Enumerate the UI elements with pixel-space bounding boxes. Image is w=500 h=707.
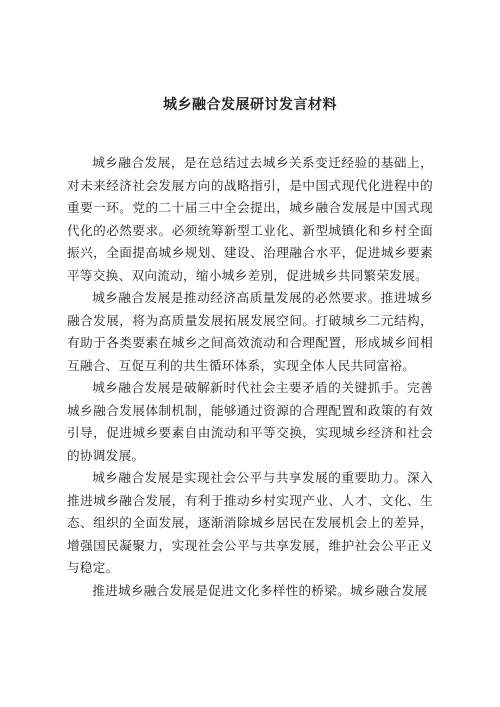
paragraph-5: 推进城乡融合发展是促进文化多样性的桥梁。城乡融合发展 [92,582,428,598]
document-title: 城乡融合发展研讨发言材料 [163,97,337,113]
paragraph-2: 城乡融合发展是推动经济高质量发展的必然要求。推进城乡融合发展，将为高质量发展拓展发展空间。打破城乡二元结构，有助于各类要素在城乡之间高效流动和合理配置，形成城乡间相互融合、互促互利的共生循环体系，实现全体人民共同富裕。 [67,290,433,373]
paragraph-1: 城乡融合发展，是在总结过去城乡关系变迁经验的基础上，对未来经济社会发展方向的战略指引，是中国式现代化进程中的重要一环。党的二十届三中全会提出，城乡融合发展是中国式现代化的必然要求。必须统筹新型工业化、新型城镇化和乡村全面振兴，全面提高城乡规划、建设、治理融合水平，促进城乡要素平等交换、双向流动，缩小城乡差别，促进城乡共同繁荣发展。 [67,155,433,283]
paragraph-4: 城乡融合发展是实现社会公平与共享发展的重要助力。深入推进城乡融合发展，有利于推动乡村实现产业、人才、文化、生态、组织的全面发展，逐渐消除城乡居民在发展机会上的差异，增强国民凝聚力，实现社会公平与共享发展，维护社会公平正义与稳定。 [67,470,433,575]
paragraph-3: 城乡融合发展是破解新时代社会主要矛盾的关键抓手。完善城乡融合发展体制机制，能够通过资源的合理配置和政策的有效引导，促进城乡要素自由流动和平等交换，实现城乡经济和社会的协调发展。 [67,380,433,463]
document-body [67,152,433,602]
